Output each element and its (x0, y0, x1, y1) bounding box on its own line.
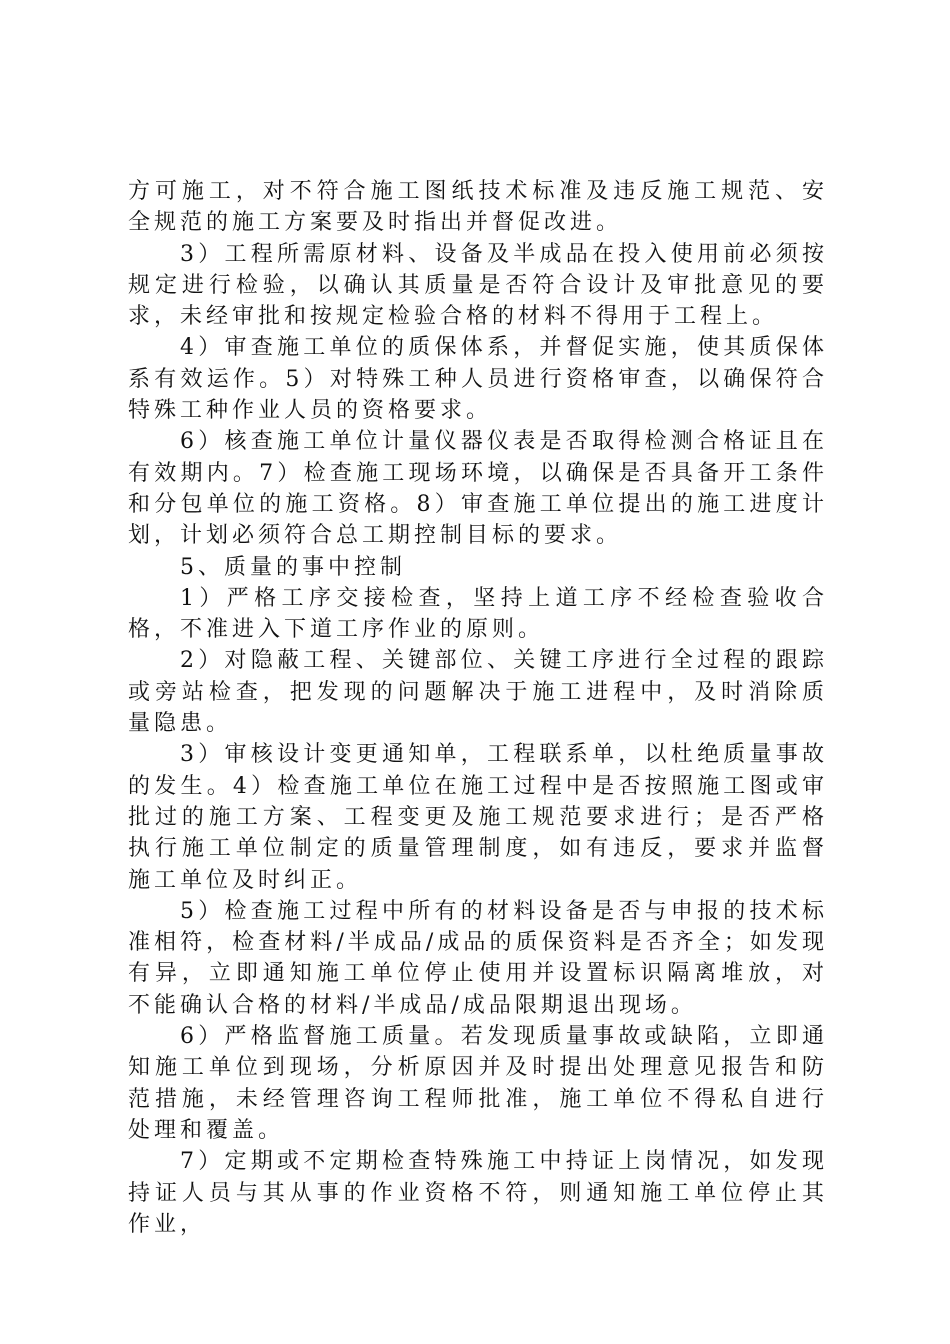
paragraph-4: 6）核查施工单位计量仪器仪表是否取得检测合格证且在有效期内。7）检查施工现场环境，以确保是否具备开工条件和分包单位的施工资格。8）审查施工单位提出的施工进度计划，计划必须符合总工期控制目标的要求。 (128, 429, 828, 549)
paragraph-6: 1）严格工序交接检查，坚持上道工序不经检查验收合格，不准进入下道工序作业的原则。 (128, 585, 828, 643)
paragraph-11: 7）定期或不定期检查特殊施工中持证上岗情况，如发现持证人员与其从事的作业资格不符，则通知施工单位停止其作业， (128, 1149, 828, 1237)
document-body (128, 176, 828, 1240)
paragraph-7: 2）对隐蔽工程、关键部位、关键工序进行全过程的跟踪或旁站检查，把发现的问题解决于施工进程中，及时消除质量隐患。 (128, 648, 828, 737)
section-heading-5: 5、质量的事中控制 (180, 554, 406, 580)
paragraph-1: 方可施工，对不符合施工图纸技术标准及违反施工规范、安全规范的施工方案要及时指出并督促改进。 (128, 179, 828, 236)
paragraph-10: 6）严格监督施工质量。若发现质量事故或缺陷，立即通知施工单位到现场，分析原因并及时提出处理意见报告和防范措施，未经管理咨询工程师批准，施工单位不得私自进行处理和覆盖。 (128, 1024, 828, 1143)
paragraph-8: 3）审核设计变更通知单，工程联系单，以杜绝质量事故的发生。4）检查施工单位在施工过程中是否按照施工图或审批过的施工方案、工程变更及施工规范要求进行；是否严格执行施工单位制定的质量管理制度，如有违反，要求并监督施工单位及时纠正。 (128, 742, 828, 893)
paragraph-9: 5）检查施工过程中所有的材料设备是否与申报的技术标准相符，检查材料/半成品/成品的质保资料是否齐全；如发现有异，立即通知施工单位停止使用并设置标识隔离堆放，对不能确认合格的材料/半成品/成品限期退出现场。 (128, 898, 828, 1018)
paragraph-3: 4）审查施工单位的质保体系，并督促实施，使其质保体系有效运作。5）对特殊工种人员进行资格审查，以确保符合特殊工种作业人员的资格要求。 (128, 335, 828, 424)
paragraph-2: 3）工程所需原材料、设备及半成品在投入使用前必须按规定进行检验，以确认其质量是否符合设计及审批意见的要求，未经审批和按规定检验合格的材料不得用于工程上。 (128, 241, 828, 330)
